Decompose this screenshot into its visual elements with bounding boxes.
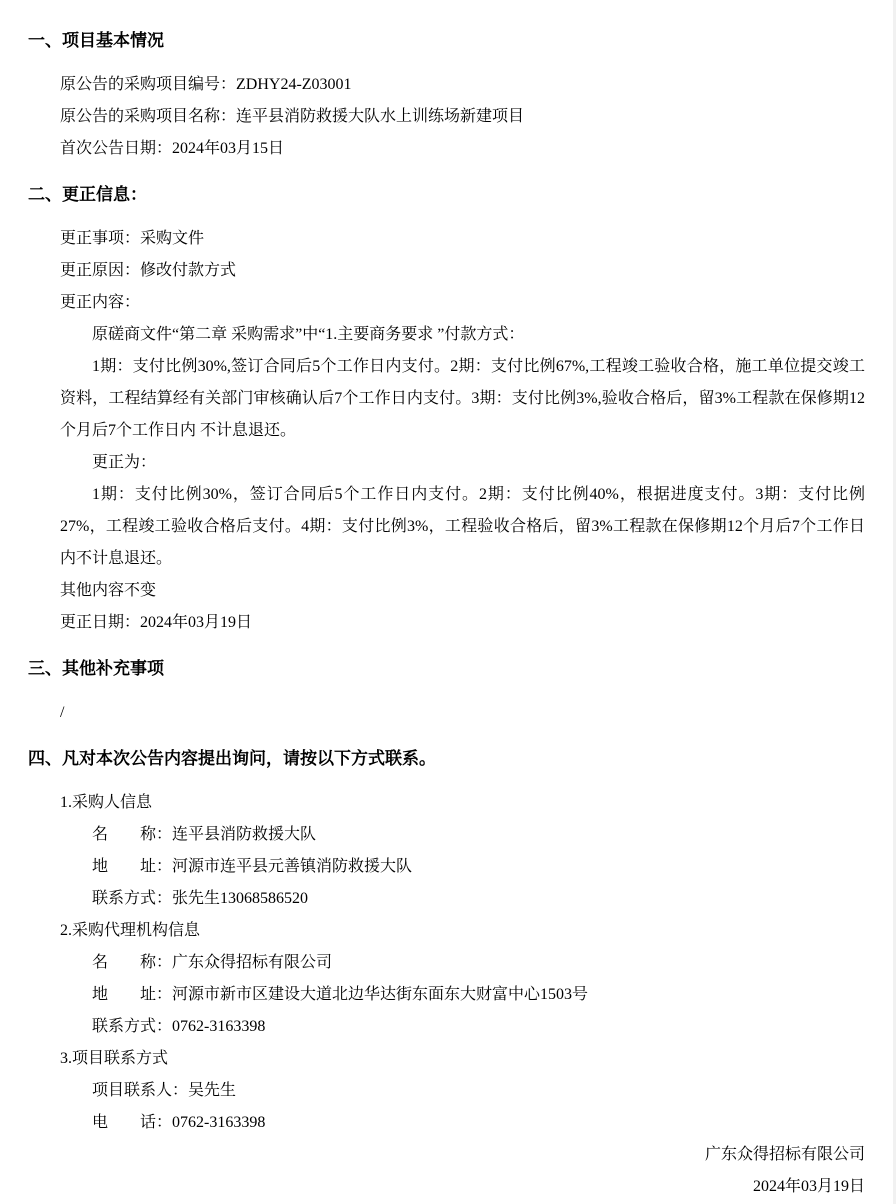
- section1-heading: 一、项目基本情况: [28, 31, 164, 50]
- correction-item-line: 更正事项：采购文件: [60, 230, 205, 247]
- agency-address-line: 地 址：河源市新市区建设大道北边华达街东面东大财富中心1503号: [92, 986, 589, 1003]
- first-announce-date-line: 首次公告日期：2024年03月15日: [60, 140, 285, 157]
- project-name-line: 原公告的采购项目名称：连平县消防救援大队水上训练场新建项目: [60, 108, 525, 125]
- original-terms-intro: 原磋商文件“第二章 采购需求”中“1.主要商务要求 ”付款方式：: [92, 326, 525, 343]
- signature-date: 2024年03月19日: [752, 1178, 865, 1195]
- project-contact-title: 3.项目联系方式: [60, 1050, 169, 1067]
- agency-info-title: 2.采购代理机构信息: [60, 922, 201, 939]
- correction-reason-line: 更正原因：修改付款方式: [60, 262, 237, 279]
- purchaser-address-line: 地 址：河源市连平县元善镇消防救援大队: [92, 858, 413, 875]
- project-number-line: 原公告的采购项目编号：ZDHY24-Z03001: [60, 76, 352, 93]
- agency-contact-line: 联系方式：0762-3163398: [92, 1018, 266, 1035]
- original-terms-paragraph: 1期：支付比例30%,签订合同后5个工作日内支付。2期：支付比例67%,工程竣工验收合格，施工单位提交竣工资料，工程结算经有关部门审核确认后7个工作日内支付。3期：支付比例3%,验收合格后，留3%工程款在保修期12个月后7个工作日内 不计息退还。: [60, 358, 865, 439]
- revised-terms-paragraph: 1期：支付比例30%，签订合同后5个工作日内支付。2期：支付比例40%，根据进度支付。3期：支付比例27%，工程竣工验收合格后支付。4期：支付比例3%，工程验收合格后，留3%工程款在保修期12个月后7个工作日内不计息退还。: [60, 486, 865, 567]
- section4-heading: 四、凡对本次公告内容提出询问，请按以下方式联系。: [28, 749, 436, 768]
- section3-heading: 三、其他补充事项: [28, 659, 164, 678]
- revised-label: 更正为：: [92, 454, 157, 471]
- section3-content: /: [60, 704, 65, 721]
- other-content-line: 其他内容不变: [60, 582, 157, 599]
- signature-company: 广东众得招标有限公司: [704, 1146, 865, 1163]
- purchaser-contact-line: 联系方式：张先生13068586520: [92, 890, 309, 907]
- project-contact-phone-line: 电 话：0762-3163398: [92, 1114, 266, 1131]
- section2-heading: 二、更正信息：: [28, 185, 147, 204]
- correction-content-label: 更正内容：: [60, 294, 141, 311]
- project-contact-person-line: 项目联系人：吴先生: [92, 1082, 237, 1099]
- purchaser-info-title: 1.采购人信息: [60, 794, 153, 811]
- agency-name-line: 名 称：广东众得招标有限公司: [92, 954, 333, 971]
- purchaser-name-line: 名 称：连平县消防救援大队: [92, 826, 317, 843]
- correction-date-line: 更正日期：2024年03月19日: [60, 614, 253, 631]
